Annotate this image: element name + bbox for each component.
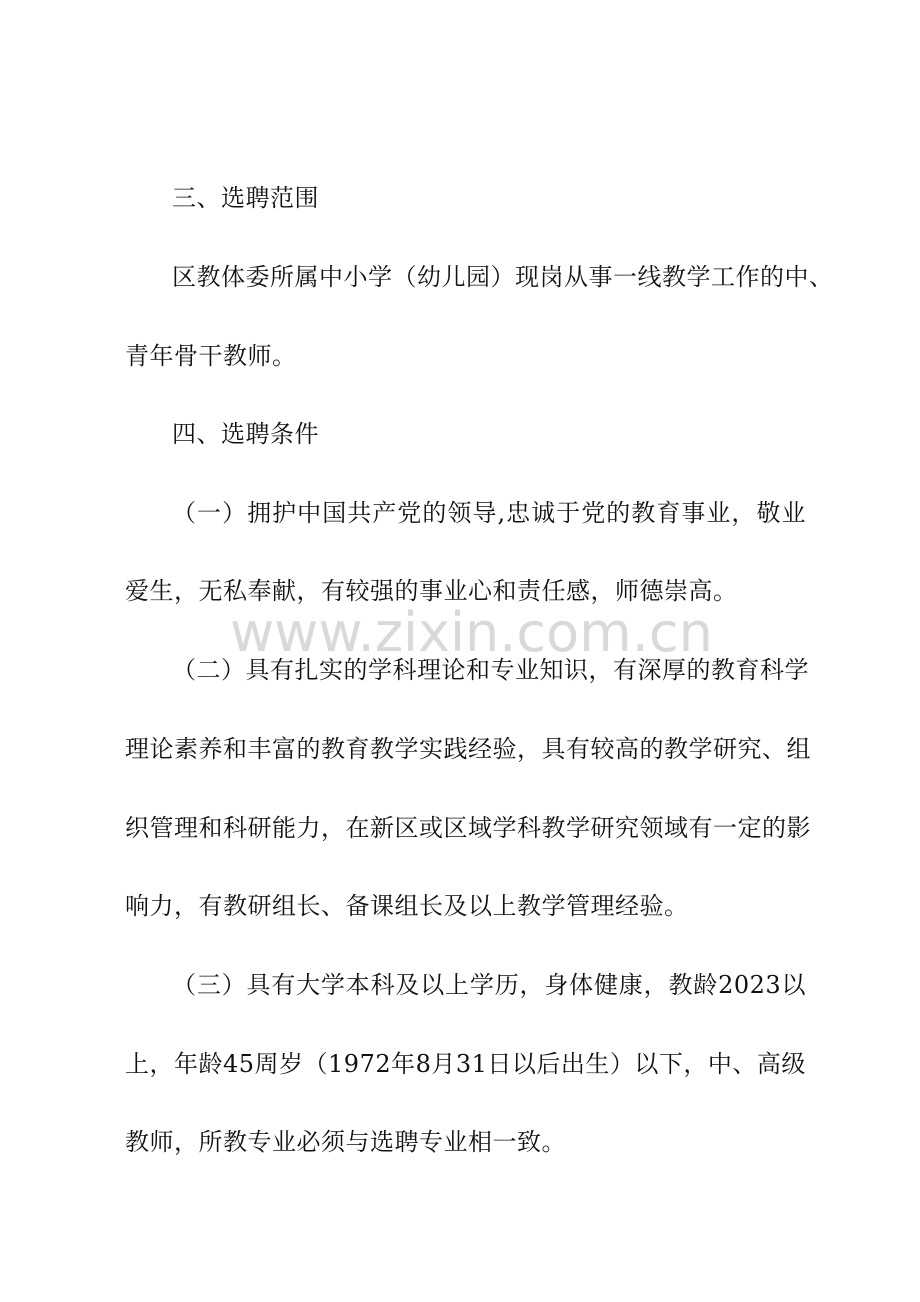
paragraph-line: 区教体委所属中小学（幼儿园）现岗从事一线教学工作的中、 (172, 263, 834, 291)
section-heading-scope: 三、选聘范围 (172, 184, 319, 212)
paragraph-line: （二）具有扎实的学科理论和专业知识，有深厚的教育科学 (172, 656, 809, 684)
watermark-text: www.zixin.com.cn (230, 601, 713, 664)
paragraph-line: 上，年龄45周岁（1972年8月31日以后出生）以下，中、高级 (125, 1050, 806, 1078)
section-heading-conditions: 四、选聘条件 (172, 420, 319, 448)
paragraph-line: 教师，所教专业必须与选聘专业相一致。 (125, 1128, 566, 1156)
paragraph-line: 织管理和科研能力，在新区或区域学科教学研究领域有一定的影 (125, 814, 811, 842)
paragraph-line: 青年骨干教师。 (125, 342, 297, 370)
paragraph-line: 响力，有教研组长、备课组长及以上教学管理经验。 (125, 892, 689, 920)
paragraph-line: 理论素养和丰富的教育教学实践经验，具有较高的教学研究、组 (125, 735, 811, 763)
paragraph-line: （三）具有大学本科及以上学历，身体健康，教龄2023以 (172, 971, 806, 999)
paragraph-line: 爱生，无私奉献，有较强的事业心和责任感，师德崇高。 (125, 577, 738, 605)
paragraph-line: （一）拥护中国共产党的领导,忠诚于党的教育事业，敬业 (172, 499, 806, 527)
